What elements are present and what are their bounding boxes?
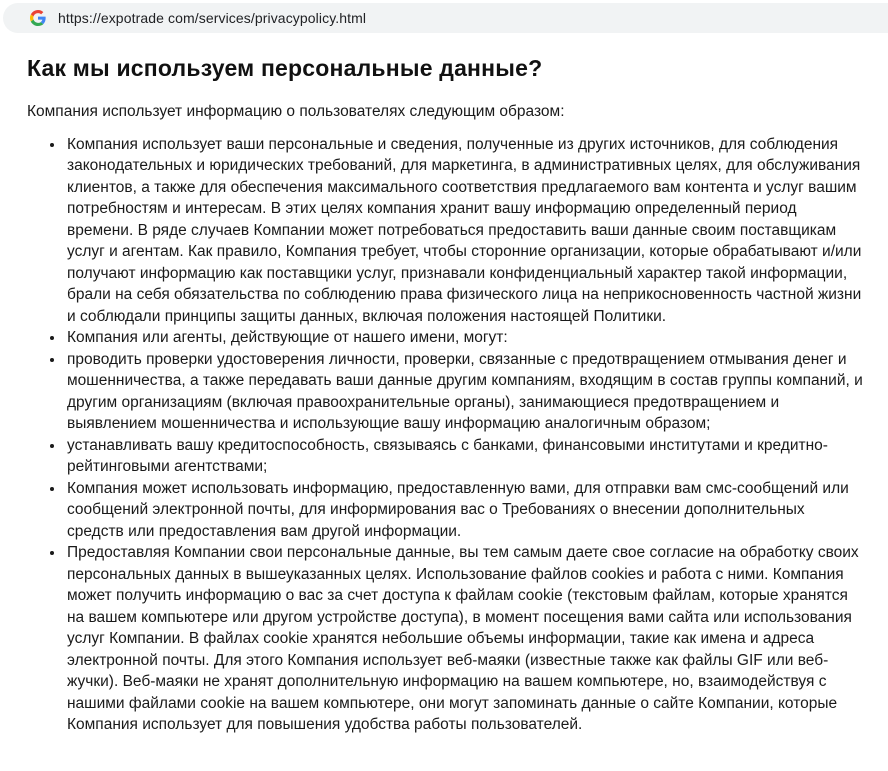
address-bar[interactable]	[3, 3, 888, 33]
list-item: • Компания или агенты, действующие от нашего имени, могут:	[65, 327, 864, 349]
list-item: • Предоставляя Компании свои персональные данные, вы тем самым даете свое согласие на обработку своих персональных данных в вышеуказанных целях. Использование файлов cookies и работа с ними. Компания может получить информацию о вас за счет доступа к файлам cookie (текстовым файлам, которые хранятся на вашем компьютере или другом устройстве доступа), в момент посещения вами сайта или использования услуг Компании. В файлах cookie хранятся небольшие объемы информации, такие как имена и адреса электронной почты. Для этого Компания использует веб-маяки (известные также как файлы GIF или веб-жучки). Веб-маяки не хранят дополнительную информацию на вашем компьютере, но, взаимодействуя с нашими файлами cookie на вашем компьютере, они могут запоминать данные о сайте Компании, которые Компания использует для повышения удобства работы пользователей.	[65, 542, 864, 736]
list-item: • проводить проверки удостоверения личности, проверки, связанные с предотвращением отмывания денег и мошенничества, а также передавать ваши данные другим компаниям, входящим в состав группы компаний, и другим организациям (включая правоохранительные органы), занимающиеся предотвращением и выявлением мошенничества и использующие вашу информацию аналогичным образом;	[65, 349, 864, 435]
intro-paragraph: Компания использует информацию о пользователях следующим образом:	[27, 103, 565, 120]
list-item: • Компания может использовать информацию, предоставленную вами, для отправки вам смс-сообщений или сообщений электронной почты, для информирования вас о Требованиях о внесении дополнительных средств или предоставления вам другой информации.	[65, 478, 864, 543]
page-title: Как мы используем персональные данные?	[27, 55, 543, 81]
bullet-list	[27, 134, 864, 736]
google-logo-icon	[30, 10, 46, 26]
list-item: • устанавливать вашу кредитоспособность, связываясь с банками, финансовыми институтами и кредитно-рейтинговыми агентствами;	[65, 435, 864, 478]
url-text[interactable]: https://expotrade com/services/privacypolicy.html	[58, 10, 367, 26]
privacy-policy-content	[0, 55, 888, 752]
list-item: • Компания использует ваши персональные и сведения, полученные из других источников, для соблюдения законодательных и юридических требований, для маркетинга, в административных целях, для обслуживания клиентов, а также для обеспечения максимального соответствия предлагаемого вам контента и услуг вашим потребностям и интересам. В этих целях компания хранит вашу информацию определенный период времени. В ряде случаев Компании может потребоваться предоставить ваши данные своим поставщикам услуг и агентам. Как правило, Компания требует, чтобы сторонние организации, которые обрабатывают и/или получают информацию как поставщики услуг, признавали конфиденциальный характер такой информации, брали на себя обязательства по соблюдению права физического лица на неприкосновенность частной жизни и соблюдали принципы защиты данных, включая положения настоящей Политики.	[65, 134, 864, 328]
